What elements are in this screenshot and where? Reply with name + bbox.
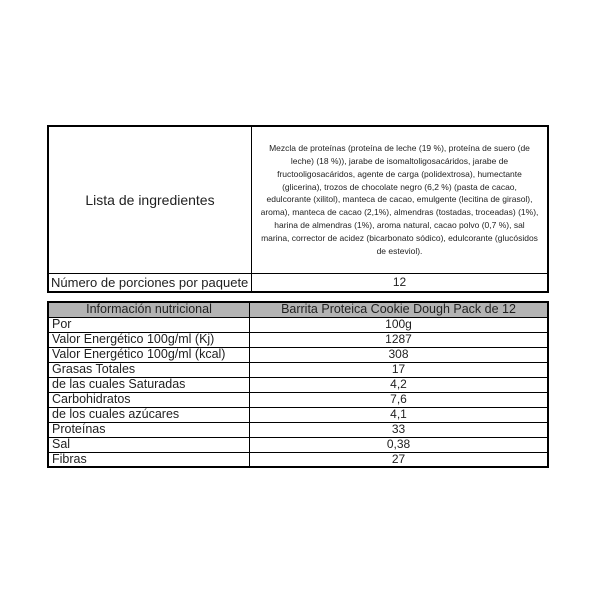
nutrition-row [48, 317, 548, 332]
nutrition-row-value: 7,6 [250, 392, 549, 407]
nutrition-rows [48, 317, 548, 467]
nutrition-row [48, 422, 548, 437]
nutrition-row [48, 452, 548, 467]
nutrition-row-label: de los cuales azúcares [48, 407, 250, 422]
nutrition-row [48, 362, 548, 377]
ingredients-text: Mezcla de proteínas (proteína de leche (19 %), proteína de suero (de leche) (18 %)), jarabe de isomaltoligosacáridos, jarabe de fructooligosacáridos, agente de carga (polidextrosa), humectante (glicerina), trozos de chocolate negro (6,2 %) (pasta de cacao, edulcorante (xilitol), manteca de cacao, emulgente (lecitina de girasol), aroma), manteca de cacao (2,1%), almendras (tostadas, troceadas) (1%), harina de almendras (1%), aroma natural, cacao polvo (0,7 %), sal marina, corrector de acidez (bicarbonato sódico), edulcorante (glucósidos de esteviol). [252, 126, 549, 273]
nutrition-row-label: Grasas Totales [48, 362, 250, 377]
nutrition-row-label: Sal [48, 437, 250, 452]
nutrition-row [48, 347, 548, 362]
servings-value: 12 [252, 273, 549, 292]
nutrition-row-value: 17 [250, 362, 549, 377]
servings-label: Número de porciones por paquete [48, 273, 252, 292]
nutrition-row [48, 392, 548, 407]
nutrition-row-value: 308 [250, 347, 549, 362]
nutrition-row-value: 4,1 [250, 407, 549, 422]
nutrition-row-label: Fibras [48, 452, 250, 467]
nutrition-row-value: 4,2 [250, 377, 549, 392]
nutrition-row-label: Por [48, 317, 250, 332]
nutrition-row-value: 27 [250, 452, 549, 467]
nutrition-row-value: 100g [250, 317, 549, 332]
nutrition-header-left: Información nutricional [48, 302, 250, 317]
nutrition-row-label: Valor Energético 100g/ml (Kj) [48, 332, 250, 347]
nutrition-header-row [48, 302, 548, 317]
nutrition-row [48, 332, 548, 347]
nutrition-table [47, 301, 549, 468]
nutrition-row-value: 1287 [250, 332, 549, 347]
nutrition-row-label: de las cuales Saturadas [48, 377, 250, 392]
servings-row [48, 273, 548, 292]
nutrition-row [48, 407, 548, 422]
nutrition-header-right: Barrita Proteica Cookie Dough Pack de 12 [250, 302, 549, 317]
ingredients-table [47, 125, 549, 293]
nutrition-row [48, 377, 548, 392]
nutrition-row-label: Proteínas [48, 422, 250, 437]
nutrition-row-label: Carbohidratos [48, 392, 250, 407]
nutrition-row-label: Valor Energético 100g/ml (kcal) [48, 347, 250, 362]
ingredients-row [48, 126, 548, 273]
ingredients-label: Lista de ingredientes [48, 126, 252, 273]
nutrition-row-value: 33 [250, 422, 549, 437]
nutrition-row [48, 437, 548, 452]
nutrition-row-value: 0,38 [250, 437, 549, 452]
